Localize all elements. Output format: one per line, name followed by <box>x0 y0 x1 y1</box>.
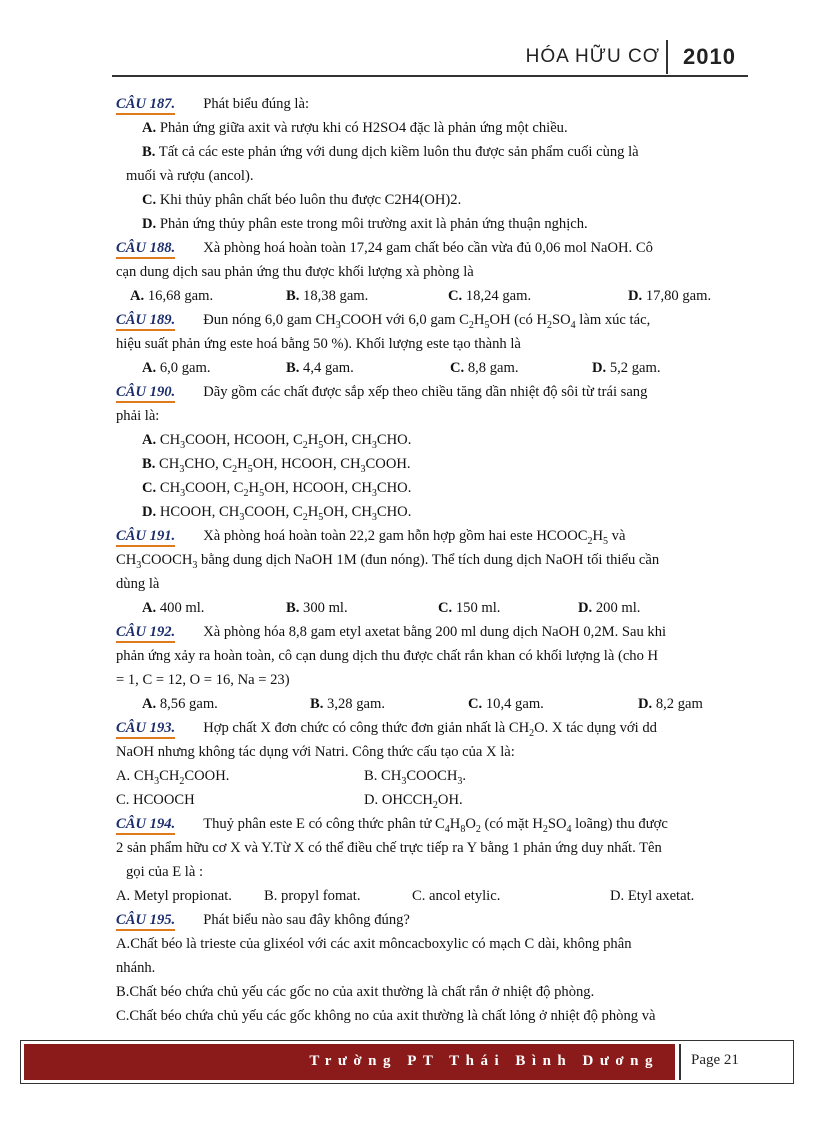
question-188-cont: cạn dung dịch sau phản ứng thu được khối lượng xà phòng là <box>116 264 474 280</box>
question-number: CÂU 191. <box>116 528 175 547</box>
option-a: A. $CH_3COOH$, HCOOH, $C_2H_5OH$, $CH_3CHO$. <box>142 432 412 451</box>
options-188: A. 16,68 gam. B. 18,38 gam. C. 18,24 gam. D. 17,80 gam. <box>130 288 712 304</box>
question-number: CÂU 188. <box>116 240 175 259</box>
page-number: Page 21 <box>691 1052 739 1068</box>
question-number: CÂU 192. <box>116 624 175 643</box>
option-b-cont: muối và rượu (ancol). <box>126 168 254 184</box>
question-189: CÂU 189. Đun nóng 6,0 gam $CH_3COOH$ với 6,0 gam $C_2H_5OH$ (có $H_2SO_4$ làm xúc tác, <box>116 312 651 331</box>
header-rule <box>112 75 748 77</box>
question-number: CÂU 195. <box>116 912 175 931</box>
question-number: CÂU 194. <box>116 816 175 835</box>
question-193-cont: NaOH nhưng không tác dụng với Natri. Công thức cấu tạo của X là: <box>116 744 515 760</box>
options-193-row2: C. HCOOCH D. $OHCCH_2OH$. <box>116 792 463 811</box>
question-187: CÂU 187. Phát biểu đúng là: <box>116 92 740 116</box>
option-c: C. $CH_3COOH$, $C_2H_5OH$, HCOOH, $CH_3CHO$. <box>142 480 412 499</box>
question-number: CÂU 190. <box>116 384 175 403</box>
question-number: CÂU 187. <box>116 96 175 115</box>
question-192-cont: phản ứng xảy ra hoàn toàn, cô cạn dung dịch thu được chất rắn khan có khối lượng là (cho H <box>116 648 659 664</box>
question-194-cont2: gọi của E là : <box>126 864 203 880</box>
option-a: A.Chất béo là trieste của glixéol với các axit môncacboxylic có mạch C dài, không phân <box>116 936 632 952</box>
option-b: B.Chất béo chứa chủ yếu các gốc no của axit thường là chất rắn ở nhiệt độ phòng. <box>116 984 595 1000</box>
header-year: 2010 <box>683 44 736 69</box>
question-188: CÂU 188. Xà phòng hoá hoàn toàn 17,24 gam chất béo cần vừa đủ 0,06 mol NaOH. Cô <box>116 236 740 260</box>
page-footer <box>20 1040 794 1084</box>
option-a-cont: nhánh. <box>116 960 156 976</box>
question-number: CÂU 193. <box>116 720 175 739</box>
question-number: CÂU 189. <box>116 312 175 331</box>
question-190: CÂU 190. Dãy gồm các chất được sắp xếp theo chiều tăng dần nhiệt độ sôi từ trái sang <box>116 380 740 404</box>
option-d: D. Phản ứng thủy phân este trong môi trường axit là phản ứng thuận nghịch. <box>142 216 588 232</box>
page-header <box>112 38 748 74</box>
question-195: CÂU 195. Phát biểu nào sau đây không đúng? <box>116 908 740 932</box>
option-b: B. Tất cả các este phản ứng với dung dịch kiềm luôn thu được sản phẩm cuối cùng là <box>142 144 639 160</box>
question-191-cont2: dùng là <box>116 576 160 592</box>
question-194: CÂU 194. Thuỷ phân este E có công thức phân tử $C_4H_8O_2$ (có mặt $H_2SO_4$ loãng) thu được <box>116 816 668 835</box>
document-body <box>116 92 740 1028</box>
question-191-cont: $CH_3COOCH_3$ bằng dung dịch NaOH 1M (đun nóng). Thể tích dung dịch NaOH tối thiểu cần <box>116 552 660 571</box>
footer-school: Trường PT Thái Bình Dương <box>309 1053 659 1069</box>
header-title: HÓA HỮU CƠ <box>525 46 660 67</box>
option-c: C. Khi thủy phân chất béo luôn thu được C2H4(OH)2. <box>142 192 462 208</box>
option-c: C.Chất béo chứa chủ yếu các gốc không no của axit thường là chất lỏng ở nhiệt độ phòng và <box>116 1008 656 1024</box>
footer-bar <box>24 1044 675 1080</box>
footer-divider <box>679 1044 681 1080</box>
question-192: CÂU 192. Xà phòng hóa 8,8 gam etyl axetat bằng 200 ml dung dịch NaOH 0,2M. Sau khi <box>116 620 740 644</box>
question-192-cont2: = 1, C = 12, O = 16, Na = 23) <box>116 672 290 688</box>
option-b: B. $CH_3CHO$, $C_2H_5OH$, HCOOH, $CH_3COOH$. <box>142 456 411 475</box>
question-194-cont: 2 sản phẩm hữu cơ X và Y.Từ X có thể điều chế trực tiếp ra Y bằng 1 phản ứng duy nhất. Tên <box>116 840 662 856</box>
options-193-row1: A. $CH_3CH_2COOH$. B. $CH_3COOCH_3$. <box>116 768 467 787</box>
option-d: D. HCOOH, $CH_3COOH$, $C_2H_5OH$, $CH_3CHO$. <box>142 504 412 523</box>
options-191: A. 400 ml. B. 300 ml. C. 150 ml. D. 200 ml. <box>142 600 641 616</box>
options-189: A. 6,0 gam. B. 4,4 gam. C. 8,8 gam. D. 5,2 gam. <box>142 360 661 376</box>
question-190-cont: phải là: <box>116 408 160 424</box>
options-192: A. 8,56 gam. B. 3,28 gam. C. 10,4 gam. D. 8,2 gam <box>142 696 703 712</box>
header-divider <box>666 40 668 74</box>
option-a: A. Phản ứng giữa axit và rượu khi có H2SO4 đặc là phản ứng một chiều. <box>142 120 568 136</box>
question-189-cont: hiệu suất phản ứng este hoá bằng 50 %). Khối lượng este tạo thành là <box>116 336 521 352</box>
options-194: A. Metyl propionat. B. propyl fomat. C. ancol etylic. D. Etyl axetat. <box>116 888 695 904</box>
question-191: CÂU 191. Xà phòng hoá hoàn toàn 22,2 gam hỗn hợp gồm hai este $HCOOC_2H_5$ và <box>116 528 626 547</box>
question-193: CÂU 193. Hợp chất X đơn chức có công thức đơn giản nhất là $CH_2O$. X tác dụng với dd <box>116 720 657 739</box>
